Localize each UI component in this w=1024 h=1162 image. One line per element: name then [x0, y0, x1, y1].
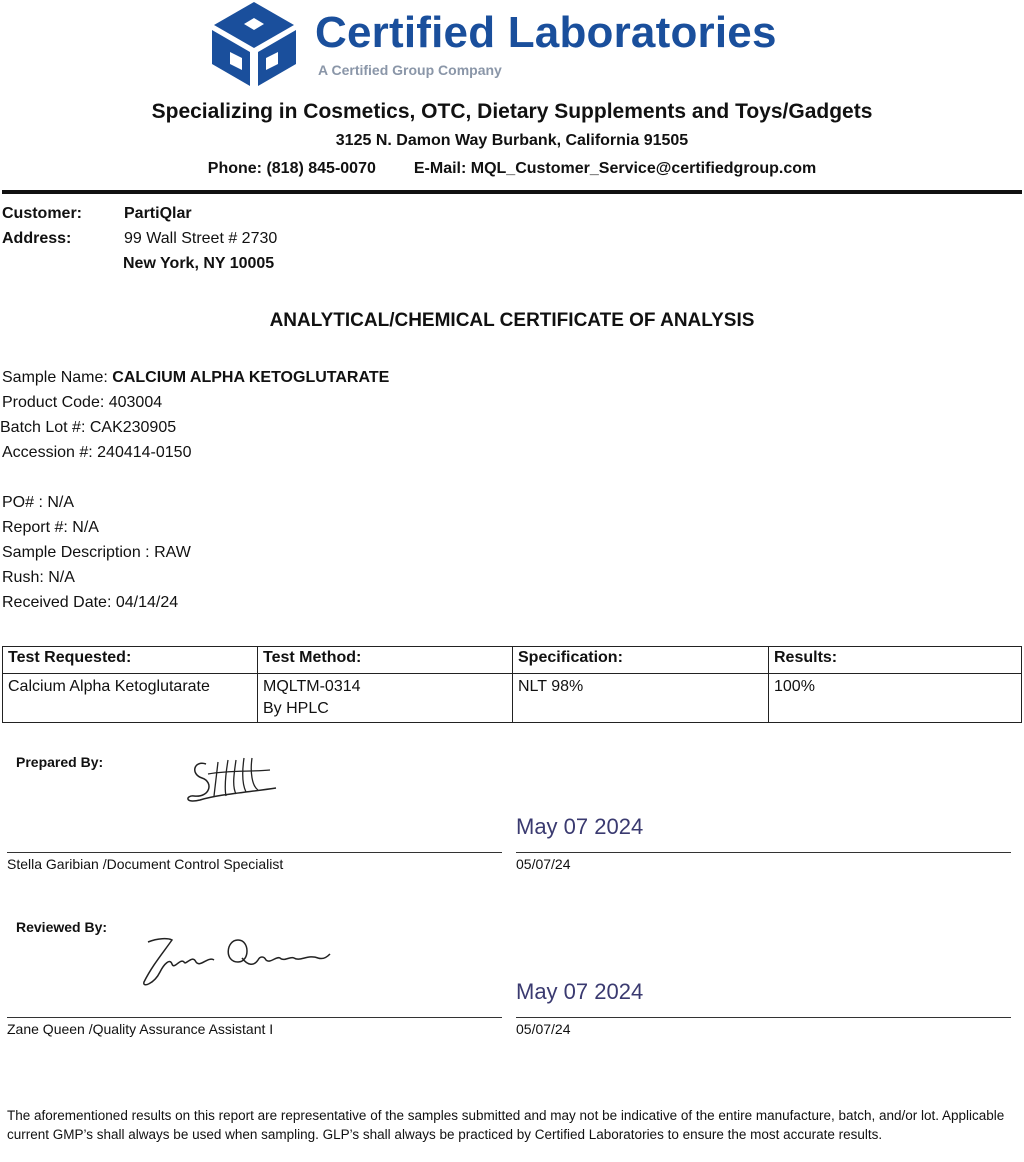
- sample-description: Sample Description : RAW: [2, 544, 191, 561]
- document-title: ANALYTICAL/CHEMICAL CERTIFICATE OF ANALYSIS: [269, 310, 755, 331]
- sample-name-value: CALCIUM ALPHA KETOGLUTARATE: [112, 369, 390, 386]
- batch-lot: Batch Lot #: CAK230905: [0, 419, 177, 436]
- reviewed-by-signature: [138, 928, 338, 990]
- customer-address-line2: New York, NY 10005: [123, 255, 275, 272]
- phone-number: Phone: (818) 845-0070: [207, 160, 376, 177]
- prepared-date: 05/07/24: [516, 856, 571, 872]
- address-label: Address:: [2, 230, 72, 247]
- header-results: Results:: [769, 647, 1022, 674]
- prepared-by-name: Stella Garibian /Document Control Specialist: [7, 856, 284, 872]
- sample-name: [2, 369, 389, 387]
- prepared-by-signature: [180, 752, 290, 810]
- reviewed-by-heading: Reviewed By:: [16, 919, 108, 935]
- product-code: Product Code: 403004: [2, 394, 163, 411]
- brand-name: Certified Laboratories: [315, 8, 777, 57]
- method-code: MQLTM-0314: [263, 678, 361, 695]
- prepared-date-stamp: May 07 2024: [516, 814, 644, 839]
- results-table: [2, 646, 1022, 723]
- specialization-line: Specializing in Cosmetics, OTC, Dietary Supplements and Toys/Gadgets: [151, 100, 873, 123]
- customer-label: Customer:: [2, 205, 83, 222]
- customer-name: PartiQlar: [124, 205, 192, 222]
- report-number: Report #: N/A: [2, 519, 99, 536]
- prepared-date-rule: [516, 852, 1011, 853]
- rush-status: Rush: N/A: [2, 569, 75, 586]
- table-header-row: [3, 647, 1022, 674]
- prepared-name-rule: [7, 852, 502, 853]
- reviewed-date-stamp: May 07 2024: [516, 979, 644, 1004]
- table-row: [3, 674, 1022, 723]
- method-technique: By HPLC: [263, 700, 329, 717]
- reviewed-name-rule: [7, 1017, 502, 1018]
- reviewed-date-rule: [516, 1017, 1011, 1018]
- header-test-requested: Test Requested:: [3, 647, 258, 674]
- prepared-by-heading: Prepared By:: [16, 754, 104, 770]
- header-specification: Specification:: [513, 647, 769, 674]
- brand-tagline: A Certified Group Company: [318, 62, 502, 78]
- po-number: PO# : N/A: [2, 494, 75, 511]
- disclaimer-text: The aforementioned results on this report are representative of the samples submitted and may not be indicative of the entire manufacture, batch, and/or lot. Applicable current GMP’s shall always be used when sampling. GLP’s shall always be practiced by Certified Laboratories to ensure the most accurate results.: [7, 1108, 1005, 1142]
- header-test-method: Test Method:: [258, 647, 513, 674]
- cell-specification: NLT 98%: [513, 674, 769, 723]
- certified-laboratories-logo-icon: [208, 0, 300, 88]
- sample-name-label: Sample Name:: [2, 369, 113, 386]
- accession-number: Accession #: 240414-0150: [2, 444, 192, 461]
- cell-test-method: [258, 674, 513, 723]
- customer-address-line1: 99 Wall Street # 2730: [124, 230, 278, 247]
- email-address[interactable]: E-Mail: MQL_Customer_Service@certifiedgroup.com: [413, 160, 817, 177]
- cell-test-requested: Calcium Alpha Ketoglutarate: [3, 674, 258, 723]
- received-date: Received Date: 04/14/24: [2, 594, 179, 611]
- reviewed-by-name: Zane Queen /Quality Assurance Assistant I: [7, 1021, 274, 1037]
- lab-address: 3125 N. Damon Way Burbank, California 91505: [335, 132, 689, 149]
- contact-line: [0, 160, 1024, 178]
- reviewed-date: 05/07/24: [516, 1021, 571, 1037]
- header-divider: [2, 190, 1022, 194]
- cell-result: 100%: [769, 674, 1022, 723]
